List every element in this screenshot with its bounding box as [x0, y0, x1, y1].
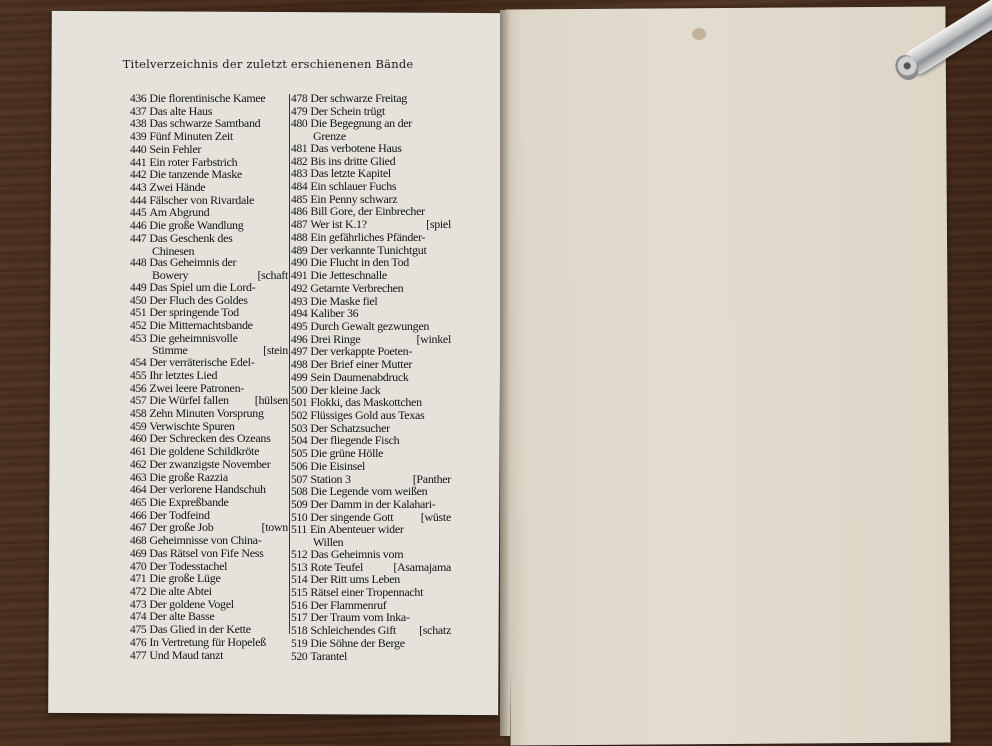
- volume-number: 506: [291, 460, 308, 473]
- volume-number: 439: [130, 131, 147, 144]
- carry-over-fragment: [spiel: [426, 217, 451, 232]
- volume-title: Die große Wandlung: [149, 218, 244, 233]
- volume-title: Der Fluch des Goldes: [149, 292, 248, 307]
- volume-title: Der Damm in der Kalahari-: [310, 497, 436, 511]
- volume-number: 504: [291, 435, 308, 448]
- volume-number: 446: [130, 220, 147, 233]
- volume-number: 448: [130, 257, 147, 270]
- volume-title: Die große Razzia: [149, 469, 228, 484]
- volume-title: Das verbotene Haus: [310, 140, 402, 155]
- volume-title: Getarnte Verbrechen: [310, 280, 404, 295]
- carry-over-fragment: [schatz: [419, 623, 451, 638]
- volume-title: Die alte Abtei: [149, 584, 212, 599]
- volume-title: Der kleine Jack: [310, 382, 381, 397]
- volume-title: Die grüne Hölle: [310, 446, 384, 461]
- paper-stain: [692, 28, 706, 40]
- carry-over-fragment: [Asamajama: [393, 559, 451, 574]
- volume-title: Der springende Tod: [149, 305, 239, 320]
- volume-number: 498: [291, 359, 308, 372]
- volume-title: Die Mitternachtsbande: [149, 317, 253, 332]
- volume-title: Der verkappte Poeten-: [310, 344, 413, 359]
- volume-title: Ein gefährliches Pfänder-: [310, 229, 426, 244]
- volume-title-continuation: Stimme: [152, 343, 188, 358]
- volume-title: Die geheimnisvolle: [149, 330, 238, 345]
- volume-title: Tarantel: [310, 648, 348, 663]
- volume-number: 485: [291, 193, 308, 206]
- volume-title: Das Geheimnis der: [149, 255, 237, 270]
- volume-title: Der verlorene Handschuh: [149, 482, 266, 497]
- volume-number: 440: [130, 143, 147, 156]
- volume-number: 500: [291, 384, 308, 397]
- volume-number: 495: [291, 320, 308, 333]
- volume-number: 476: [130, 636, 147, 649]
- volume-number: 442: [130, 169, 147, 182]
- volume-number: 460: [130, 433, 147, 446]
- volume-title: Der singende Gott: [310, 509, 394, 524]
- volume-number: 456: [130, 382, 147, 395]
- volume-title: Flokki, das Maskottchen: [310, 395, 422, 410]
- volume-title-continuation: Chinesen: [152, 243, 195, 258]
- volume-title: Am Abgrund: [149, 205, 210, 220]
- volume-title: Das letzte Kapitel: [310, 166, 391, 181]
- volume-title: Der große Job: [149, 520, 214, 535]
- volume-number: 444: [130, 194, 147, 207]
- volume-title: Die Würfel fallen: [149, 393, 229, 408]
- volume-title: Und Maud tanzt: [149, 647, 224, 662]
- volume-title: Fünf Minuten Zeit: [149, 129, 233, 144]
- volume-number: 502: [291, 409, 308, 422]
- volume-title: Das schwarze Samtband: [149, 116, 261, 131]
- volume-title: Die Expreßbande: [149, 495, 229, 509]
- volume-title: Der schwarze Freitag: [310, 91, 407, 105]
- volume-number: 520: [291, 650, 308, 663]
- volume-title: Der Schrecken des Ozeans: [149, 431, 271, 446]
- volume-title: Sein Fehler: [149, 141, 202, 156]
- volume-number: 450: [130, 294, 147, 307]
- volume-number: 481: [291, 142, 308, 155]
- volume-title: Schleichendes Gift: [310, 623, 396, 638]
- volume-title: Das alte Haus: [149, 103, 213, 118]
- volume-title: Der verkannte Tunichtgut: [310, 242, 427, 257]
- volume-number: 496: [291, 333, 308, 346]
- volume-number: 499: [291, 371, 308, 384]
- volume-number: 480: [291, 118, 308, 131]
- carry-over-fragment: [wüste: [420, 509, 451, 524]
- volume-number: 507: [291, 473, 308, 486]
- volume-title: Der Traum vom Inka-: [310, 610, 410, 625]
- volume-number: 516: [291, 599, 308, 612]
- volume-number: 467: [130, 522, 147, 535]
- volume-number: 452: [130, 319, 147, 332]
- volume-number: 451: [130, 307, 147, 320]
- volume-number: 519: [291, 637, 308, 650]
- volume-title: Die goldene Schildkröte: [149, 444, 260, 459]
- volume-number: 474: [130, 611, 147, 624]
- volume-number: 490: [291, 257, 308, 270]
- list-item: [291, 648, 453, 664]
- carry-over-fragment: [winkel: [416, 331, 451, 346]
- volume-title: Der Todfeind: [149, 507, 210, 522]
- volume-number: 472: [130, 586, 147, 599]
- volume-title: Station 3: [310, 471, 351, 486]
- volume-title: Rätsel einer Tropennacht: [310, 585, 424, 600]
- volume-title: Der Schein trügt: [310, 103, 385, 118]
- volume-number: 462: [130, 458, 147, 471]
- volume-title: Kaliber 36: [310, 306, 359, 321]
- volume-title: Verwischte Spuren: [149, 418, 235, 433]
- volume-title: Die Begegnung an der: [310, 116, 412, 131]
- volume-number: 511: [291, 524, 307, 537]
- volume-number: 441: [130, 156, 147, 169]
- volume-title: Bis ins dritte Glied: [310, 153, 396, 168]
- volume-title: Zehn Minuten Vorsprung: [149, 405, 264, 420]
- volume-number: 459: [130, 420, 147, 433]
- volume-title: In Vertretung für Hopeleß: [149, 634, 266, 649]
- volume-title: Die florentinische Kamee: [149, 91, 266, 105]
- list-item: [130, 230, 290, 258]
- volume-number: 513: [291, 561, 308, 574]
- volume-title: Die Maske fiel: [310, 293, 378, 308]
- volume-number: 514: [291, 574, 308, 587]
- volume-title: Durch Gewalt gezwungen: [310, 318, 430, 333]
- volume-number: 458: [130, 407, 147, 420]
- volume-number: 437: [130, 105, 147, 118]
- volume-number: 477: [130, 649, 147, 662]
- volume-number: 486: [291, 206, 308, 219]
- list-item: [291, 118, 453, 142]
- list-item: [130, 330, 290, 358]
- carry-over-fragment: [hülsen: [254, 393, 288, 408]
- volume-number: 438: [130, 118, 147, 131]
- volume-title: Fälscher von Rivardale: [149, 192, 255, 207]
- volume-title: Drei Ringe: [310, 331, 361, 346]
- volume-title: Rote Teufel: [310, 559, 363, 574]
- volume-title: Der zwanzigste November: [149, 456, 271, 471]
- volume-title: Das Glied in der Kette: [149, 622, 251, 637]
- volume-title: Das Geschenk des: [149, 230, 233, 245]
- volume-number: 515: [291, 587, 308, 600]
- volume-title: Ein Penny schwarz: [310, 191, 398, 206]
- volume-title-continuation: Willen: [313, 535, 344, 550]
- volume-number: 457: [130, 395, 147, 408]
- carry-over-fragment: [schaft: [257, 268, 288, 283]
- volume-title: Die Legende vom weißen: [310, 484, 428, 499]
- volume-title: Die Flucht in den Tod: [310, 255, 409, 270]
- list-item: [291, 524, 453, 548]
- volume-title: Zwei leere Patronen-: [149, 380, 244, 395]
- volume-number: 488: [291, 231, 308, 244]
- volume-title: Der Flammenruf: [310, 597, 387, 612]
- volume-number: 461: [130, 446, 147, 459]
- volume-title: Die Jetteschnalle: [310, 268, 387, 283]
- volume-number: 508: [291, 486, 308, 499]
- volume-number: 512: [291, 548, 308, 561]
- volume-number: 454: [130, 357, 147, 370]
- volume-title: Sein Daumenabdruck: [310, 369, 409, 384]
- right-page: [505, 6, 950, 745]
- volume-number: 475: [130, 624, 147, 637]
- volume-number: 492: [291, 282, 308, 295]
- volume-number: 469: [130, 547, 147, 560]
- volume-title: Ein roter Farbstrich: [149, 154, 238, 169]
- volume-number: 479: [291, 105, 308, 118]
- volume-number: 517: [291, 612, 308, 625]
- volume-title-continuation: Grenze: [313, 129, 346, 144]
- volume-title: Das Spiel um die Lord-: [149, 279, 256, 294]
- list-item: [130, 257, 290, 281]
- volume-number: 470: [130, 560, 147, 573]
- volume-title: Ein Abenteuer wider: [309, 522, 404, 537]
- volume-number: 489: [291, 244, 308, 257]
- volume-title: Das Geheimnis vom: [310, 546, 404, 561]
- list-item: [130, 647, 290, 663]
- volume-title: Der Ritt ums Leben: [310, 572, 400, 587]
- volume-number: 449: [130, 281, 147, 294]
- volume-title: Ihr letztes Lied: [149, 367, 218, 382]
- volume-title: Die Eisinsel: [310, 458, 366, 473]
- volume-number: 463: [130, 471, 147, 484]
- volume-title: Die große Lüge: [149, 571, 221, 586]
- volume-number: 494: [291, 308, 308, 321]
- carry-over-fragment: [Panther: [412, 471, 451, 486]
- volume-number: 501: [291, 397, 308, 410]
- volume-number: 505: [291, 448, 308, 461]
- volume-title: Der Brief einer Mutter: [310, 357, 413, 372]
- volume-title: Die tanzende Maske: [149, 167, 242, 182]
- volume-number: 436: [130, 93, 147, 105]
- volume-number: 453: [130, 332, 147, 345]
- carry-over-fragment: [town: [261, 520, 288, 535]
- volume-number: 445: [130, 207, 147, 220]
- volume-title: Das Rätsel von Fife Ness: [149, 545, 264, 560]
- volume-number: 518: [291, 625, 308, 638]
- volume-number: 465: [130, 497, 147, 509]
- title-list-right: [291, 93, 453, 663]
- volume-title: Wer ist K.1?: [310, 217, 367, 232]
- volume-title: Der Schatzsucher: [310, 420, 390, 435]
- volume-number: 510: [291, 511, 308, 524]
- volume-number: 443: [130, 182, 147, 195]
- volume-title: Der verräterische Edel-: [149, 355, 255, 370]
- volume-title-continuation: Bowery: [152, 268, 189, 283]
- volume-number: 471: [130, 573, 147, 586]
- volume-number: 497: [291, 346, 308, 359]
- volume-title: Flüssiges Gold aus Texas: [310, 407, 425, 422]
- volume-title: Bill Gore, der Einbrecher: [310, 204, 425, 219]
- title-list-left: [130, 93, 290, 662]
- volume-number: 447: [130, 232, 147, 245]
- volume-title: Der alte Basse: [149, 609, 215, 624]
- volume-number: 487: [291, 219, 308, 232]
- volume-number: 478: [291, 93, 308, 105]
- book-gutter: [500, 10, 510, 736]
- volume-title: Die Söhne der Berge: [310, 635, 405, 650]
- volume-number: 491: [291, 270, 308, 283]
- volume-number: 483: [291, 168, 308, 181]
- volume-number: 509: [291, 499, 308, 511]
- volume-title: Der Todesstachel: [149, 558, 228, 573]
- volume-number: 464: [130, 484, 147, 497]
- volume-title: Ein schlauer Fuchs: [310, 179, 397, 194]
- volume-number: 482: [291, 155, 308, 168]
- volume-number: 466: [130, 509, 147, 522]
- volume-number: 468: [130, 535, 147, 548]
- column-divider: [289, 94, 290, 634]
- page-title: Titelverzeichnis der zuletzt erschienenen Bände: [122, 57, 414, 71]
- volume-title: Der fliegende Fisch: [310, 433, 400, 448]
- volume-number: 473: [130, 598, 147, 611]
- volume-number: 493: [291, 295, 308, 308]
- volume-title: Geheimnisse von China-: [149, 533, 262, 548]
- carry-over-fragment: [stein: [263, 343, 288, 358]
- volume-title: Zwei Hände: [149, 180, 206, 195]
- volume-number: 503: [291, 422, 308, 435]
- volume-number: 484: [291, 181, 308, 194]
- volume-number: 455: [130, 369, 147, 382]
- volume-title: Der goldene Vogel: [149, 596, 234, 611]
